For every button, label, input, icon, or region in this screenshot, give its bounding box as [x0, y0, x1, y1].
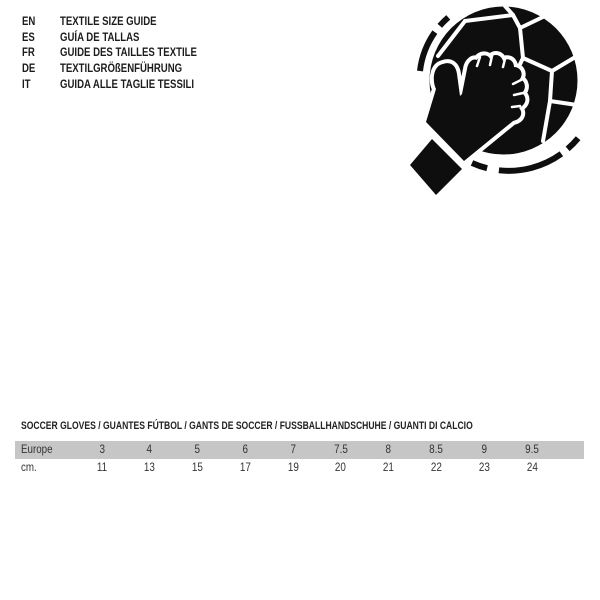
cm-size: 23	[478, 461, 490, 474]
cm-size: 17	[239, 461, 251, 474]
cm-size: 19	[287, 461, 299, 474]
lang-label-fr: GUIDE DES TAILLES TEXTILE	[60, 45, 197, 60]
cm-size: 24	[526, 461, 538, 474]
language-guide-list	[22, 14, 231, 92]
size-table-title: SOCCER GLOVES / GUANTES FÚTBOL / GANTS DE SOCCER / FUSSBALLHANDSCHUHE / GUANTI DI CALCIO	[21, 420, 473, 432]
europe-size: 7	[290, 444, 296, 456]
lang-label-es: GUÍA DE TALLAS	[60, 29, 140, 44]
size-table-row-cm	[15, 459, 584, 476]
lang-label-it: GUIDA ALLE TAGLIE TESSILI	[60, 76, 195, 91]
europe-size: 7.5	[333, 444, 348, 456]
europe-size: 8	[385, 444, 392, 456]
language-row-es	[22, 30, 231, 46]
europe-size: 8.5	[429, 444, 444, 456]
lang-code-en: EN	[22, 14, 36, 28]
europe-size: 3	[99, 444, 105, 456]
language-row-fr	[22, 45, 231, 61]
lang-code-de: DE	[22, 61, 36, 76]
europe-size: 6	[242, 444, 249, 456]
language-row-it	[22, 77, 231, 93]
goalkeeper-glove-ball-icon	[410, 3, 600, 199]
europe-size: 4	[146, 444, 153, 456]
lang-label-en: TEXTILE SIZE GUIDE	[60, 14, 157, 28]
row-label-cm: cm.	[21, 461, 37, 474]
cm-size: 22	[430, 461, 442, 474]
lang-code-es: ES	[22, 29, 35, 44]
cm-size: 21	[383, 461, 395, 474]
lang-label-de: TEXTILGRÖßENFÜHRUNG	[60, 61, 183, 76]
lang-code-fr: FR	[22, 45, 35, 60]
lang-code-it: IT	[22, 76, 31, 91]
europe-size: 9.5	[525, 444, 539, 456]
cm-size: 15	[191, 461, 203, 474]
cm-size: 11	[96, 461, 108, 474]
europe-size: 5	[194, 444, 201, 456]
europe-size: 9	[481, 444, 488, 456]
cm-size: 20	[335, 461, 347, 474]
language-row-de	[22, 61, 231, 77]
size-table-row-europe	[15, 441, 584, 459]
cm-size: 13	[144, 461, 156, 474]
row-label-europe: Europe	[21, 444, 53, 456]
language-row-en	[22, 14, 231, 30]
